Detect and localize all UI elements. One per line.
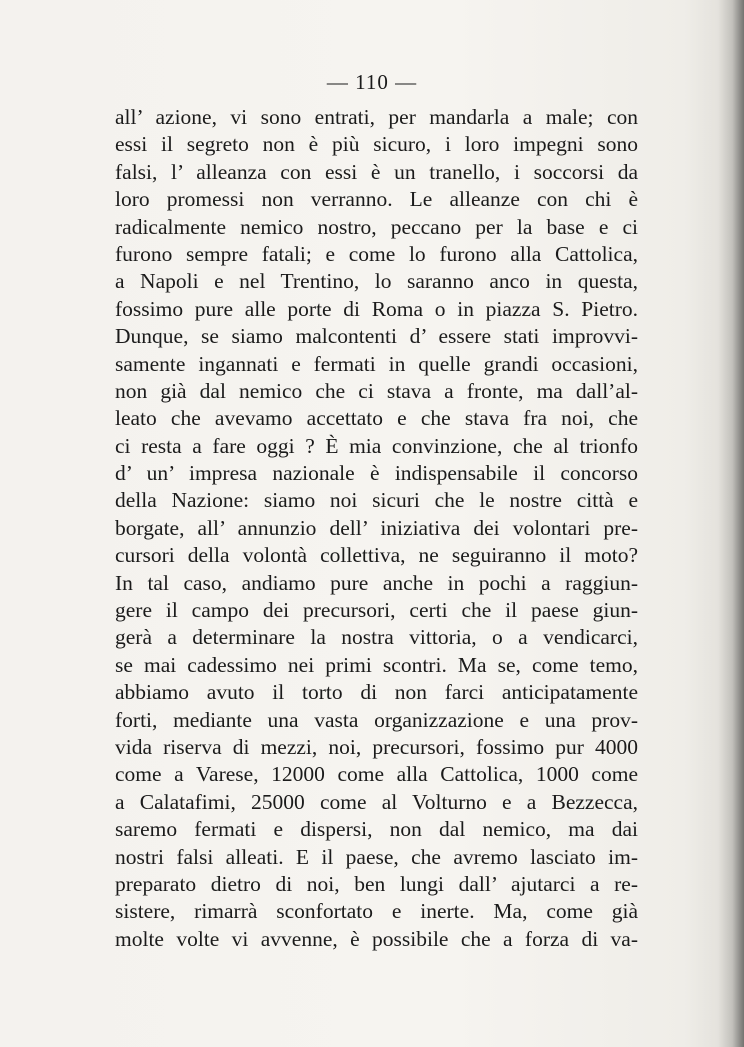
text-line: falsi, l’ alleanza con essi è un tranello, i soccorsi da (115, 159, 638, 184)
page-edge-shadow (718, 0, 744, 1047)
text-line: a Napoli e nel Trentino, lo saranno anco in questa, (115, 269, 638, 294)
text-line: essi il segreto non è più sicuro, i loro impegni sono (115, 132, 638, 157)
text-line: all’ azione, vi sono entrati, per mandarla a male; con (115, 105, 638, 129)
text-line: d’ un’ impresa nazionale è indispensabile il concorso (115, 461, 638, 486)
body-text (115, 104, 638, 953)
text-line: saremo fermati e dispersi, non dal nemico, ma dai (115, 817, 638, 842)
text-line: come a Varese, 12000 come alla Cattolica, 1000 come (115, 762, 638, 787)
text-line: fossimo pure alle porte di Roma o in piazza S. Pietro. (115, 296, 638, 321)
text-line: samente ingannati e fermati in quelle grandi occasioni, (115, 351, 638, 376)
text-line: preparato dietro di noi, ben lungi dall’ ajutarci a re- (115, 871, 638, 896)
text-line: cursori della volontà collettiva, ne seguiranno il moto? (115, 543, 638, 568)
text-line: se mai cadessimo nei primi scontri. Ma se, come temo, (115, 652, 638, 677)
text-line: gerà a determinare la nostra vittoria, o a vendicarci, (115, 625, 638, 650)
text-line: radicalmente nemico nostro, peccano per la base e ci (115, 214, 638, 239)
text-line: leato che avevamo accettato e che stava fra noi, che (115, 406, 638, 431)
text-line: vida riserva di mezzi, noi, precursori, fossimo pur 4000 (115, 734, 638, 759)
text-line: gere il campo dei precursori, certi che il paese giun- (115, 598, 638, 623)
page-number: — 110 — (326, 70, 418, 94)
text-line: a Calatafimi, 25000 come al Volturno e a Bezzecca, (115, 789, 638, 814)
text-line: abbiamo avuto il torto di non farci anticipatamente (115, 680, 638, 705)
text-line: Dunque, se siamo malcontenti d’ essere stati improvvi- (115, 324, 638, 349)
text-line: della Nazione: siamo noi sicuri che le nostre città e (115, 488, 638, 513)
text-line: molte volte vi avvenne, è possibile che a forza di va- (115, 926, 638, 951)
text-line: sistere, rimarrà sconfortato e inerte. Ma, come già (115, 899, 638, 924)
text-line: ci resta a fare oggi ? È mia convinzione, che al trionfo (115, 433, 638, 458)
text-line: borgate, all’ annunzio dell’ iniziativa dei volontari pre- (115, 515, 638, 540)
text-line: non già dal nemico che ci stava a fronte, ma dall’al- (115, 378, 638, 403)
text-line: nostri falsi alleati. E il paese, che avremo lasciato im- (115, 844, 638, 869)
text-line: loro promessi non verranno. Le alleanze con chi è (115, 187, 638, 212)
text-line: forti, mediante una vasta organizzazione e una prov- (115, 707, 638, 732)
text-line: furono sempre fatali; e come lo furono alla Cattolica, (115, 241, 638, 266)
text-line: In tal caso, andiamo pure anche in pochi a raggiun- (115, 570, 638, 595)
